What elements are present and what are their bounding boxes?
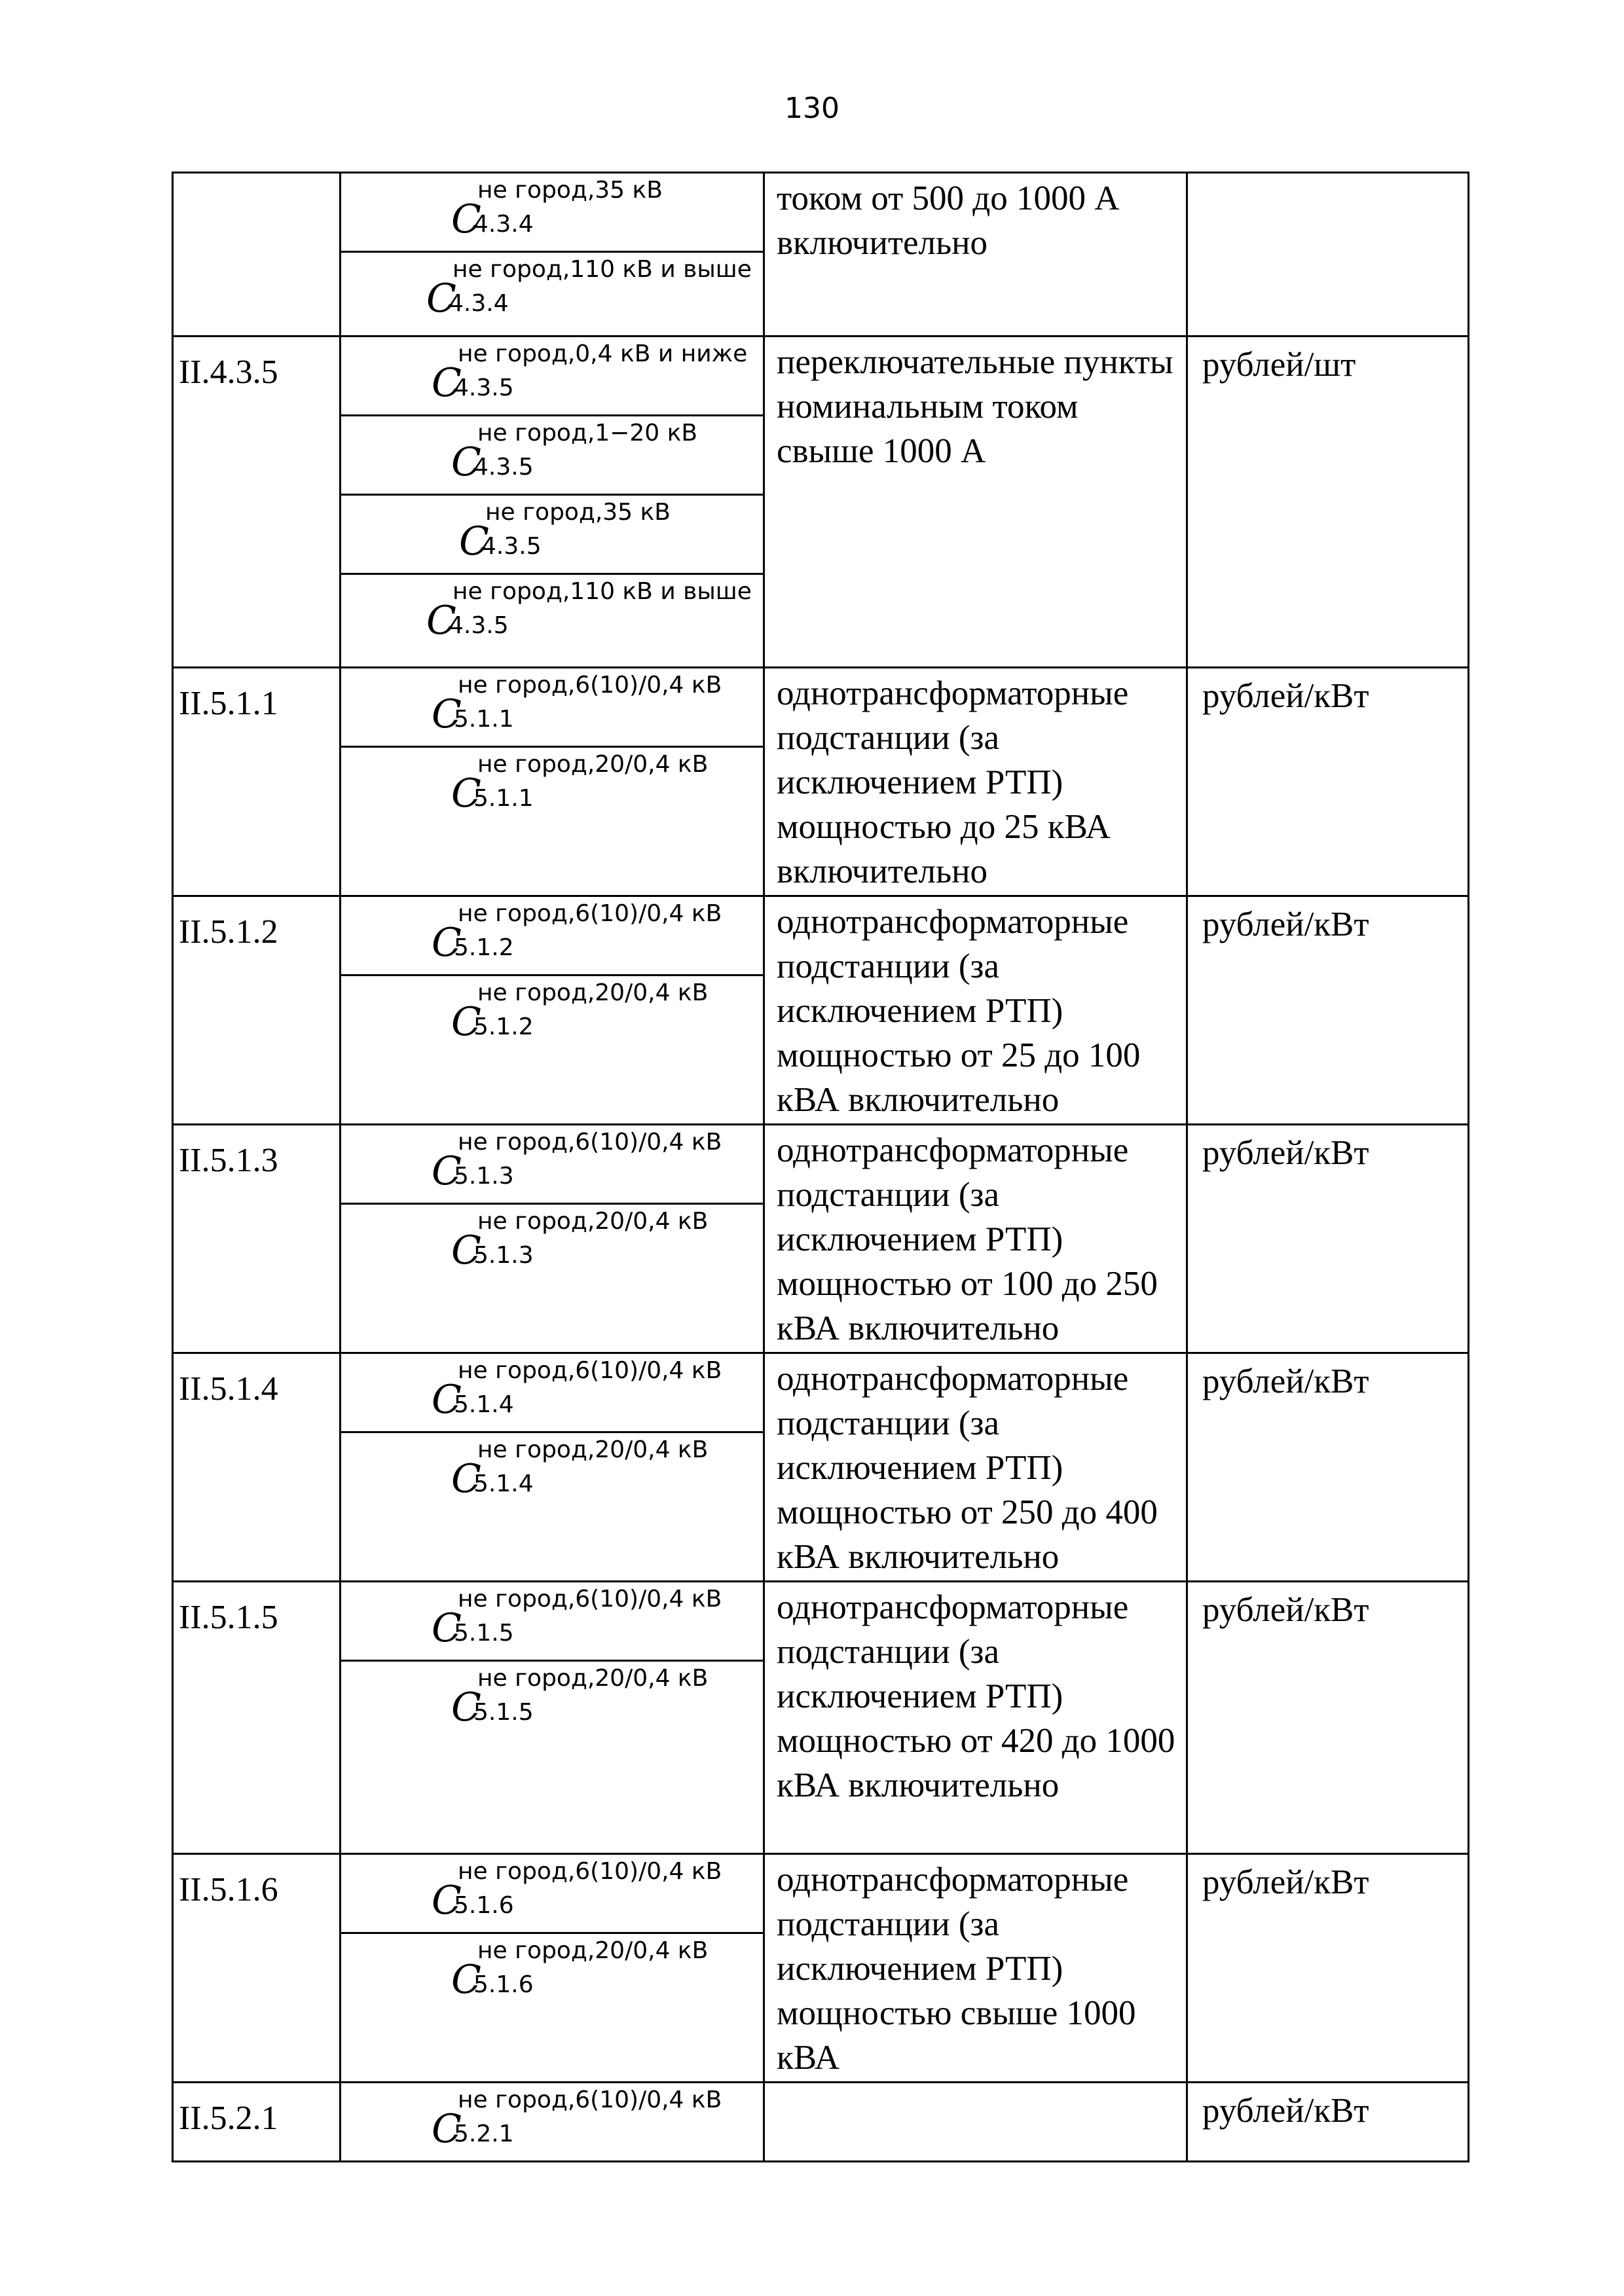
row-description: однотрансформаторные подстанции (за исключением РТП) мощностью от 25 до 100 кВА включительно	[764, 896, 1187, 1125]
row-unit: рублей/кВт	[1187, 1854, 1469, 2083]
formula-subscript: 5.1.4	[473, 1470, 534, 1497]
formula-subscript: 5.2.1	[454, 2121, 514, 2147]
rate-symbol	[341, 337, 763, 414]
formula-superscript: не город,0,4 кВ и ниже	[458, 340, 748, 367]
row-code: II.5.1.5	[173, 1582, 341, 1854]
rate-letter: C	[432, 920, 462, 966]
formula-superscript: не город,20/0,4 кВ	[477, 751, 709, 778]
rate-letter: C	[432, 1878, 462, 1923]
formula-subscript: 5.1.2	[454, 934, 514, 961]
row-unit	[1187, 173, 1469, 337]
formula-subscript: 5.1.1	[473, 785, 534, 812]
table-row	[173, 2083, 1469, 2162]
formula-cell	[341, 495, 764, 574]
table-row	[173, 173, 1469, 252]
formula-subscript: 4.3.5	[473, 454, 534, 481]
row-unit: рублей/кВт	[1187, 2083, 1469, 2162]
row-code: II.5.1.2	[173, 896, 341, 1125]
rate-symbol	[341, 496, 763, 573]
rate-symbol	[341, 173, 763, 251]
formula-subscript: 5.1.2	[473, 1013, 534, 1040]
page-number: 130	[784, 92, 840, 125]
rate-symbol	[341, 1125, 763, 1203]
table-row	[173, 337, 1469, 416]
row-description	[764, 2083, 1187, 2162]
formula-superscript: не город,35 кВ	[485, 499, 671, 526]
rate-symbol	[341, 897, 763, 974]
formula-cell	[341, 1204, 764, 1353]
formula-subscript: 5.1.6	[473, 1971, 534, 1998]
rate-letter: C	[451, 439, 481, 485]
formula-cell	[341, 896, 764, 975]
rate-letter: C	[432, 2106, 462, 2152]
formula-subscript: 5.1.4	[454, 1391, 514, 1418]
row-code: II.5.1.1	[173, 668, 341, 896]
formula-cell	[341, 173, 764, 252]
row-unit: рублей/кВт	[1187, 1582, 1469, 1854]
formula-subscript: 4.3.4	[449, 290, 509, 317]
formula-cell	[341, 252, 764, 337]
rate-symbol	[341, 1582, 763, 1660]
formula-subscript: 5.1.3	[473, 1242, 534, 1269]
rate-symbol	[341, 1205, 763, 1282]
formula-superscript: не город,20/0,4 кВ	[477, 1937, 709, 1964]
rate-symbol	[341, 2083, 763, 2160]
formula-cell	[341, 337, 764, 416]
row-unit: рублей/шт	[1187, 337, 1469, 668]
rate-symbol	[341, 416, 763, 494]
formula-superscript: не город,6(10)/0,4 кВ	[458, 900, 722, 927]
row-code	[173, 173, 341, 337]
formula-superscript: не город,1−20 кВ	[477, 420, 698, 446]
rate-symbol	[341, 1662, 763, 1739]
row-description: однотрансформаторные подстанции (за исключением РТП) мощностью свыше 1000 кВА	[764, 1854, 1187, 2083]
row-description: однотрансформаторные подстанции (за исключением РТП) мощностью до 25 кВА включительно	[764, 668, 1187, 896]
rates-table	[172, 172, 1469, 2162]
rate-symbol	[341, 1855, 763, 1932]
formula-cell	[341, 1582, 764, 1661]
row-code: II.4.3.5	[173, 337, 341, 668]
formula-superscript: не город,6(10)/0,4 кВ	[458, 1357, 722, 1384]
table-row	[173, 1582, 1469, 1661]
row-code: II.5.1.4	[173, 1353, 341, 1582]
table-row	[173, 896, 1469, 975]
rate-letter: C	[432, 1605, 462, 1651]
row-unit: рублей/кВт	[1187, 1353, 1469, 1582]
formula-cell	[341, 1933, 764, 2083]
rate-symbol	[341, 575, 763, 652]
rate-letter: C	[432, 691, 462, 737]
formula-superscript: не город,6(10)/0,4 кВ	[458, 1858, 722, 1885]
formula-cell	[341, 574, 764, 668]
formula-subscript: 5.1.1	[454, 706, 514, 733]
formula-superscript: не город,20/0,4 кВ	[477, 1665, 709, 1692]
rate-letter: C	[451, 999, 481, 1045]
formula-superscript: не город,6(10)/0,4 кВ	[458, 1129, 722, 1156]
rate-letter: C	[432, 360, 462, 406]
formula-subscript: 4.3.4	[473, 211, 534, 238]
row-description: однотрансформаторные подстанции (за исключением РТП) мощностью от 100 до 250 кВА включительно	[764, 1125, 1187, 1353]
formula-cell	[341, 1432, 764, 1582]
formula-superscript: не город,35 кВ	[477, 177, 663, 204]
formula-superscript: не город,20/0,4 кВ	[477, 1436, 709, 1463]
rate-symbol	[341, 668, 763, 746]
table-row	[173, 1854, 1469, 1933]
formula-cell	[341, 2083, 764, 2162]
rate-letter: C	[451, 1685, 481, 1730]
formula-subscript: 4.3.5	[481, 533, 542, 560]
rate-letter: C	[426, 276, 456, 321]
rate-letter: C	[432, 1148, 462, 1194]
formula-subscript: 4.3.5	[454, 374, 514, 401]
formula-superscript: не город,110 кВ и выше	[452, 256, 752, 283]
formula-subscript: 5.1.5	[454, 1620, 514, 1647]
formula-superscript: не город,20/0,4 кВ	[477, 979, 709, 1006]
row-code: II.5.1.3	[173, 1125, 341, 1353]
formula-cell	[341, 1125, 764, 1204]
row-unit: рублей/кВт	[1187, 668, 1469, 896]
formula-cell	[341, 1854, 764, 1933]
rate-letter: C	[451, 1957, 481, 2003]
row-description: переключательные пункты номинальным током свыше 1000 А	[764, 337, 1187, 668]
row-description: однотрансформаторные подстанции (за исключением РТП) мощностью от 420 до 1000 кВА включительно	[764, 1582, 1187, 1854]
row-code: II.5.1.6	[173, 1854, 341, 2083]
rate-symbol	[341, 748, 763, 825]
rate-letter: C	[451, 1228, 481, 1273]
rate-letter: C	[426, 598, 456, 644]
row-description: током от 500 до 1000 А включительно	[764, 173, 1187, 337]
formula-subscript: 5.1.3	[454, 1163, 514, 1190]
formula-cell	[341, 668, 764, 747]
row-description: однотрансформаторные подстанции (за исключением РТП) мощностью от 250 до 400 кВА включительно	[764, 1353, 1187, 1582]
rate-letter: C	[451, 1456, 481, 1502]
formula-cell	[341, 975, 764, 1125]
formula-cell	[341, 416, 764, 495]
rate-symbol	[341, 253, 763, 330]
formula-superscript: не город,110 кВ и выше	[452, 578, 752, 605]
table-row	[173, 1125, 1469, 1204]
table-row	[173, 668, 1469, 747]
formula-subscript: 5.1.5	[473, 1699, 534, 1726]
row-unit: рублей/кВт	[1187, 896, 1469, 1125]
formula-superscript: не город,6(10)/0,4 кВ	[458, 1586, 722, 1613]
rate-symbol	[341, 1354, 763, 1431]
formula-cell	[341, 1353, 764, 1432]
rate-letter: C	[459, 519, 489, 564]
row-unit: рублей/кВт	[1187, 1125, 1469, 1353]
table-row	[173, 1353, 1469, 1432]
rate-symbol	[341, 1934, 763, 2011]
rate-symbol	[341, 976, 763, 1053]
rate-symbol	[341, 1433, 763, 1510]
rate-letter: C	[432, 1377, 462, 1423]
rate-letter: C	[451, 771, 481, 816]
formula-cell	[341, 1661, 764, 1854]
formula-cell	[341, 747, 764, 896]
formula-subscript: 4.3.5	[449, 612, 509, 639]
formula-superscript: не город,20/0,4 кВ	[477, 1208, 709, 1235]
rate-letter: C	[451, 196, 481, 242]
formula-subscript: 5.1.6	[454, 1892, 514, 1919]
formula-superscript: не город,6(10)/0,4 кВ	[458, 672, 722, 699]
row-code: II.5.2.1	[173, 2083, 341, 2162]
formula-superscript: не город,6(10)/0,4 кВ	[458, 2086, 722, 2113]
